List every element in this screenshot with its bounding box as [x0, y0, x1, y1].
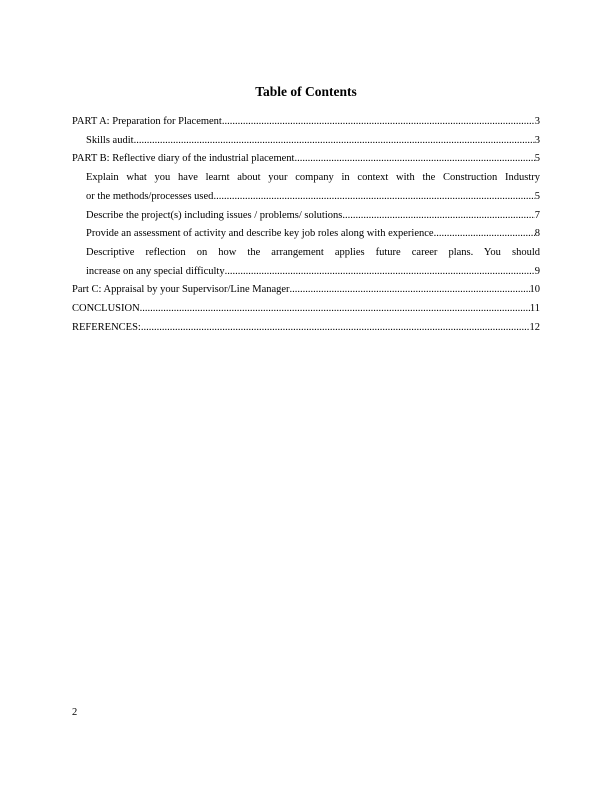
toc-title: Table of Contents	[255, 84, 357, 99]
toc-entry-page: 9	[534, 265, 540, 277]
toc-entry-page: 7	[534, 209, 540, 221]
toc-entry-page: 11	[529, 303, 540, 315]
toc-entry-references[interactable]	[72, 319, 540, 338]
toc-entry-page: 3	[534, 134, 540, 146]
toc-entry-descriptive-reflection[interactable]	[72, 244, 540, 281]
toc-dot-leader	[290, 281, 530, 300]
toc-entry-text: Describe the project(s) including issues / problems/ solutions	[86, 209, 343, 221]
toc-entry-text: REFERENCES:	[72, 321, 141, 333]
toc-dot-leader	[225, 263, 535, 282]
toc-dot-leader	[342, 207, 534, 226]
toc-entry-page: 12	[529, 321, 540, 333]
toc-entry-page: 10	[529, 284, 540, 296]
toc-entry-text: Part C: Appraisal by your Supervisor/Line Manager	[72, 284, 290, 296]
toc-entry-text: PART A: Preparation for Placement	[72, 116, 222, 127]
toc-entry-text-line1: Descriptive reflection on how the arrangement applies future career plans. You should	[86, 246, 540, 258]
toc-entry-text: Skills audit	[86, 134, 134, 146]
toc-entry-conclusion[interactable]	[72, 300, 540, 319]
toc-dot-leader	[434, 225, 535, 244]
toc-entry-text: or the methods/processes used	[86, 190, 214, 202]
toc-entry-part-b[interactable]	[72, 150, 540, 169]
toc-entry-page: 3	[534, 116, 540, 127]
toc-dot-leader	[140, 300, 530, 319]
toc-dot-leader	[141, 319, 530, 338]
toc-dot-leader	[213, 188, 534, 207]
page-number: 2	[72, 707, 78, 718]
toc-entry-part-a[interactable]	[72, 113, 540, 132]
toc-entry-describe-projects[interactable]	[72, 207, 540, 226]
toc-entry-page: 5	[534, 190, 540, 202]
table-of-contents	[72, 113, 540, 337]
toc-dot-leader	[294, 150, 534, 169]
toc-entry-assessment[interactable]	[72, 225, 540, 244]
toc-entry-explain-learnt[interactable]	[72, 169, 540, 206]
toc-entry-text: Provide an assessment of activity and describe key job roles along with experience	[86, 228, 434, 240]
toc-entry-text: CONCLUSION	[72, 303, 140, 315]
toc-entry-page: 5	[534, 153, 540, 165]
toc-entry-text: increase on any special difficulty	[86, 265, 225, 277]
toc-entry-text: PART B: Reflective diary of the industrial placement	[72, 153, 295, 165]
toc-entry-page: 8	[534, 228, 540, 240]
toc-entry-text-line1: Explain what you have learnt about your company in context with the Construction Industry	[86, 172, 540, 184]
toc-dot-leader	[134, 132, 535, 151]
toc-entry-part-c[interactable]	[72, 281, 540, 300]
toc-entry-skills-audit[interactable]	[72, 132, 540, 151]
toc-dot-leader	[222, 113, 535, 132]
